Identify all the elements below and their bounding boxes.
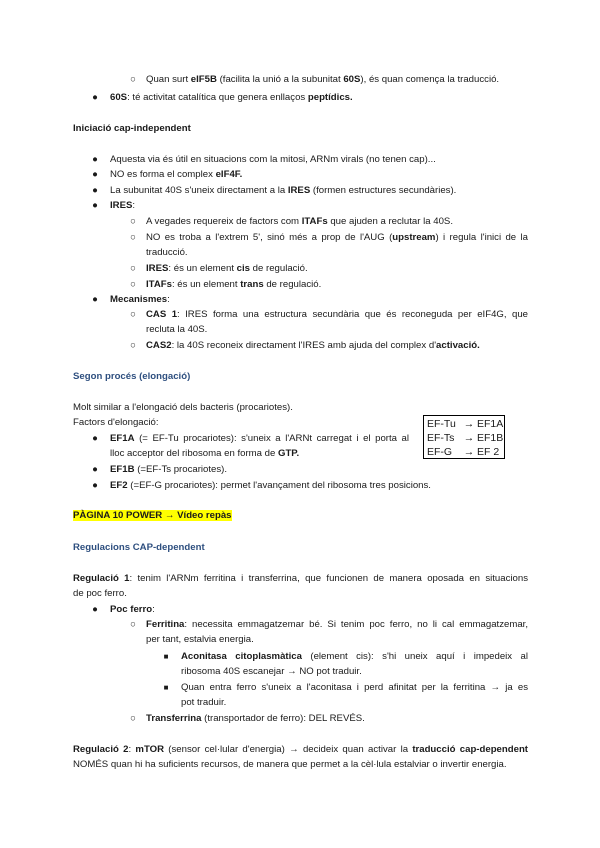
text-line: lloc acceptor del ribosoma en forma de GTP. — [110, 448, 300, 459]
text-line: NOMÉS quan hi ha suficients recursos, de manera que permet a la cèl·lula estalviar o invertir energia. — [73, 759, 507, 770]
text-line: recluta la 40S. — [146, 324, 208, 335]
highlighted-note: PÀGINA 10 POWER → Vídeo repàs — [73, 510, 232, 521]
text-line: EF1A (= EF-Tu procariotes): s'uneix a l'ARNt carregat i el porta al — [110, 433, 409, 444]
circle-bullet-icon: ○ — [130, 713, 136, 724]
ef-equivalence-table — [423, 415, 505, 459]
circle-bullet-icon: ○ — [130, 279, 136, 290]
text-line: Poc ferro: — [110, 604, 155, 615]
circle-bullet-icon: ○ — [130, 263, 136, 274]
circle-bullet-icon: ○ — [130, 232, 136, 243]
text-line: 60S: té activitat catalítica que genera enllaços peptídics. — [110, 92, 353, 103]
text-line: ITAFs: és un element trans de regulació. — [146, 279, 322, 290]
circle-bullet-icon: ○ — [130, 216, 136, 227]
text-line: Ferritina: necessita emmagatzemar bé. Si tenim poc ferro, no li cal emmagatzemar, — [146, 619, 528, 630]
text-line: Aquesta via és útil en situacions com la mitosi, ARNm virals (no tenen cap)... — [110, 154, 436, 165]
text-line: CAS2: la 40S reconeix directament l'IRES amb ajuda del complex d'activació. — [146, 340, 480, 351]
text-line: NO es troba a l'extrem 5', sinó més a prop de l'AUG (upstream) i regula l'inici de la — [146, 232, 528, 243]
text-line: IRES: és un element cis de regulació. — [146, 263, 308, 274]
text-line: Molt similar a l'elongació dels bacteris (procariotes). — [73, 402, 293, 413]
text-line: ribosoma 40S escanejar → NO pot traduir. — [181, 666, 362, 677]
arrow-icon: → — [463, 432, 475, 444]
text-line: Mecanismes: — [110, 294, 170, 305]
text-line: Factors d'elongació: — [73, 417, 159, 428]
section-heading: Regulacions CAP-dependent — [73, 542, 205, 553]
text-line: A vegades requereix de factors com ITAFs que ajuden a reclutar la 40S. — [146, 216, 453, 227]
text-line: Regulació 2: mTOR (sensor cel·lular d'energia) → decideix quan activar la traducció cap-dependent — [73, 744, 528, 755]
text-line: IRES: — [110, 200, 136, 211]
disc-bullet-icon: ● — [92, 200, 98, 211]
text-line: de poc ferro. — [73, 588, 127, 599]
text-line: traducció. — [146, 247, 188, 258]
arrow-icon: → — [463, 446, 475, 458]
disc-bullet-icon: ● — [92, 294, 98, 305]
text-line: EF2 (=EF-G procariotes): permet l'avançament del ribosoma tres posicions. — [110, 480, 431, 491]
text-line: Transferrina (transportador de ferro): DEL REVÉS. — [146, 713, 365, 724]
circle-bullet-icon: ○ — [130, 74, 136, 85]
square-bullet-icon: ■ — [163, 683, 169, 692]
disc-bullet-icon: ● — [92, 464, 98, 475]
circle-bullet-icon: ○ — [130, 340, 136, 351]
section-heading: Segon procés (elongació) — [73, 371, 191, 382]
ef-row: EF-Ts → EF1B — [427, 432, 504, 444]
text-line: per tant, estalvia energia. — [146, 634, 254, 645]
disc-bullet-icon: ● — [92, 154, 98, 165]
text-line: EF1B (=EF-Ts procariotes). — [110, 464, 228, 475]
disc-bullet-icon: ● — [92, 169, 98, 180]
text-line: La subunitat 40S s'uneix directament a la IRES (formen estructures secundàries). — [110, 185, 457, 196]
text-line: pot traduir. — [181, 697, 227, 708]
square-bullet-icon: ■ — [163, 652, 169, 661]
arrow-icon: → — [463, 418, 475, 430]
text-line: Quan surt eIF5B (facilita la unió a la subunitat 60S), és quan comença la traducció. — [146, 74, 500, 85]
section-heading: Iniciació cap-independent — [73, 123, 191, 134]
ef-row: EF-G → EF 2 — [427, 446, 500, 458]
circle-bullet-icon: ○ — [130, 619, 136, 630]
disc-bullet-icon: ● — [92, 185, 98, 196]
disc-bullet-icon: ● — [92, 92, 98, 103]
text-line: Aconitasa citoplasmàtica (element cis): s'hi uneix aquí i impedeix al — [181, 651, 528, 662]
ef-row: EF-Tu → EF1A — [427, 418, 504, 430]
circle-bullet-icon: ○ — [130, 309, 136, 320]
text-line: NO es forma el complex eIF4F. — [110, 169, 243, 180]
disc-bullet-icon: ● — [92, 604, 98, 615]
text-line: CAS 1: IRES forma una estructura secundària que és reconeguda per eIF4G, que — [146, 309, 528, 320]
disc-bullet-icon: ● — [92, 480, 98, 491]
text-line: Quan entra ferro s'uneix a l'aconitasa i perd afinitat per la ferritina → ja es — [181, 682, 528, 693]
text-line: Regulació 1: tenim l'ARNm ferritina i transferrina, que funcionen de manera oposada en situacions — [73, 573, 528, 584]
disc-bullet-icon: ● — [92, 433, 98, 444]
